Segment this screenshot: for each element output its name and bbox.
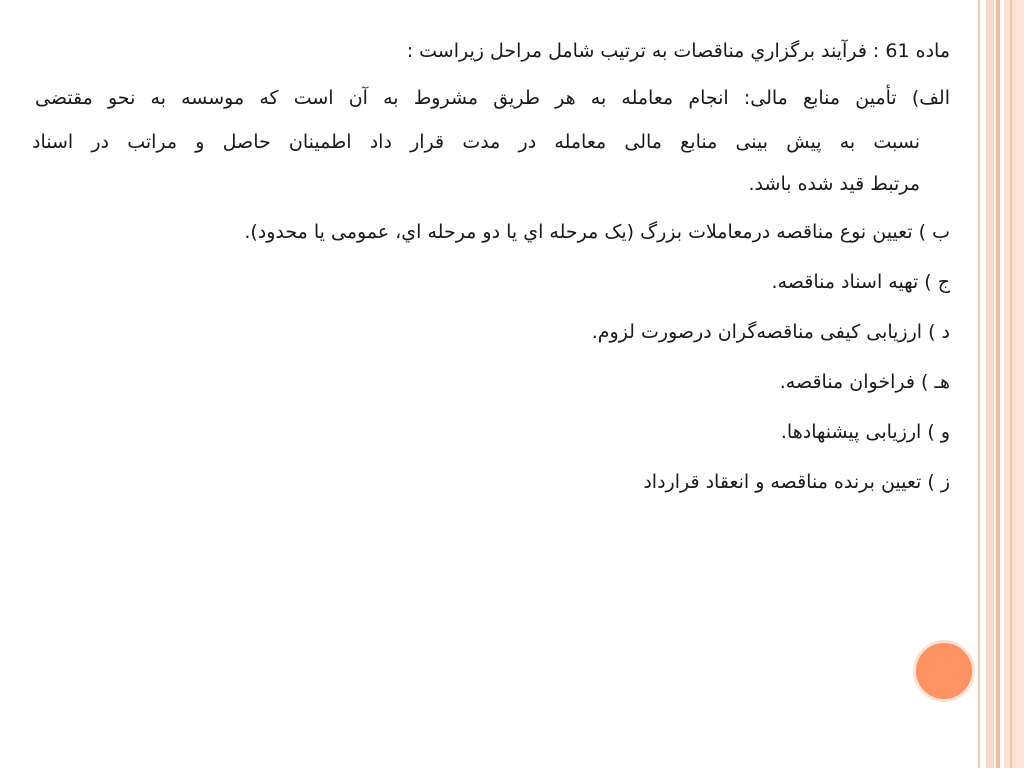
decorative-stripe [986, 0, 994, 768]
slide-heading: ماده 61 : فرآیند برگزاري مناقصات به ترتیب شامل مراحل زيراست : [406, 40, 950, 62]
item-jim: ج ) تهیه اسناد مناقصه. [771, 271, 950, 293]
decorative-stripe [1010, 0, 1012, 768]
item-be: ب ) تعیین نوع مناقصه درمعاملات بزرگ (یک مرحله اي یا دو مرحله اي، عمومی یا محدود). [244, 221, 950, 243]
decorative-circle [913, 640, 975, 702]
decorative-stripe [978, 0, 980, 768]
item-alef-line-2: نسبت به پیش بینی منابع مالی معامله در مدت قرار داد اطمینان حاصل و مراتب در اسناد [32, 131, 920, 153]
item-dal: د ) ارزیابی کیفی مناقصه‌گران درصورت لزوم. [591, 321, 950, 343]
item-he: هـ ) فراخوان مناقصه. [779, 371, 950, 393]
item-ze: ز ) تعیین برنده مناقصه و انعقاد قرارداد [643, 471, 950, 493]
decorative-stripe [1004, 0, 1024, 768]
item-alef-line-3: مرتبط قید شده باشد. [748, 173, 920, 195]
item-vav: و ) ارزیابی پیشنهادها. [780, 421, 950, 443]
item-alef-line-1: الف) تأمین منابع مالی: انجام معامله به هر طریق مشروط به آن است که موسسه به نحو مقتضی [35, 87, 950, 109]
decorative-stripe [996, 0, 1000, 768]
